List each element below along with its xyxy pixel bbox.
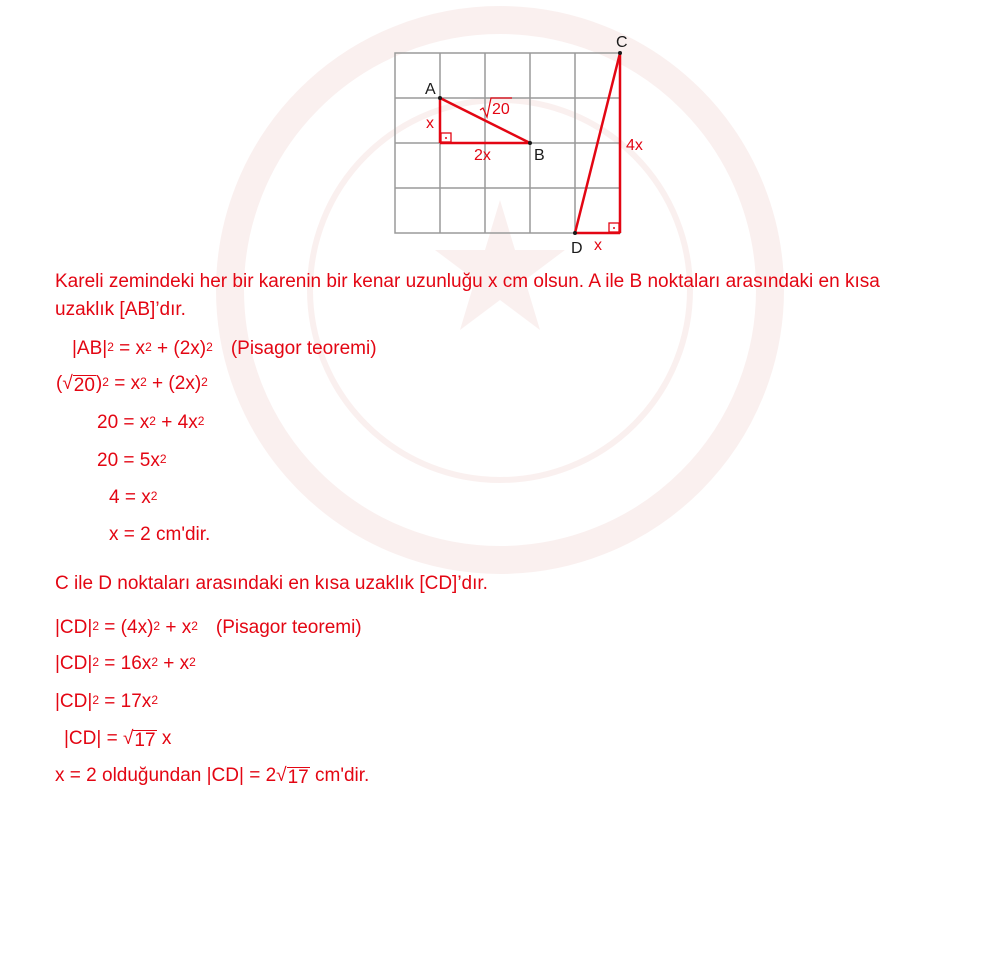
intro-line-2: uzaklık [AB]’dır. [55,299,186,320]
ab-step-1: $|AB|^2 = x^2 + (2x)^2$ (Pisagor teoremi) [72,338,377,359]
label-a: A [425,81,436,98]
pythagoras-note: (Pisagor teoremi) [215,617,362,638]
cd-step-2: $|CD|^2 = 16x^2 + x^2$ [55,653,196,674]
label-cd-right: 4x [626,137,643,154]
label-c: C [616,34,628,51]
intro-paragraph [55,268,985,324]
ab-step-2: ( √ 20 )$^2 = x^2 + (2x)^2$ [56,373,208,396]
point-c [618,51,622,55]
ab-step-6: x = 2 cm'dir. [109,524,211,545]
point-d [573,231,577,235]
label-ab-left: x [426,115,434,132]
point-a [438,96,442,100]
point-b [528,141,532,145]
cd-intro: C ile D noktaları arasındaki en kısa uzaklık [CD]’dır. [55,573,488,594]
cd-step-4: |CD| = √ 17 x [64,728,172,751]
ab-step-4: $20 = 5x^2$ [97,450,167,471]
cd-step-1: $|CD|^2 = (4x)^2 + x^2$ (Pisagor teoremi) [55,617,362,638]
cd-step-5: x = 2 olduğundan |CD| = 2 √ 17 cm'dir. [55,765,370,788]
intro-line-1: Kareli zemindeki her bir karenin bir kenar uzunluğu x cm olsun. A ile B noktaları arasındaki en kısa [55,271,880,292]
grid-figure [390,30,670,260]
label-cd-bottom: x [594,237,602,254]
cd-step-3: $|CD|^2 = 17x^2$ [55,691,158,712]
ab-step-3: $20 = x^2 + 4x^2$ [97,412,205,433]
ab-step-5: $4 = x^2$ [109,487,158,508]
label-b: B [534,147,545,164]
label-ab-bottom: 2x [474,147,491,164]
pythagoras-note: (Pisagor teoremi) [230,338,377,359]
svg-text:20: 20 [492,101,510,118]
label-d: D [571,240,583,257]
